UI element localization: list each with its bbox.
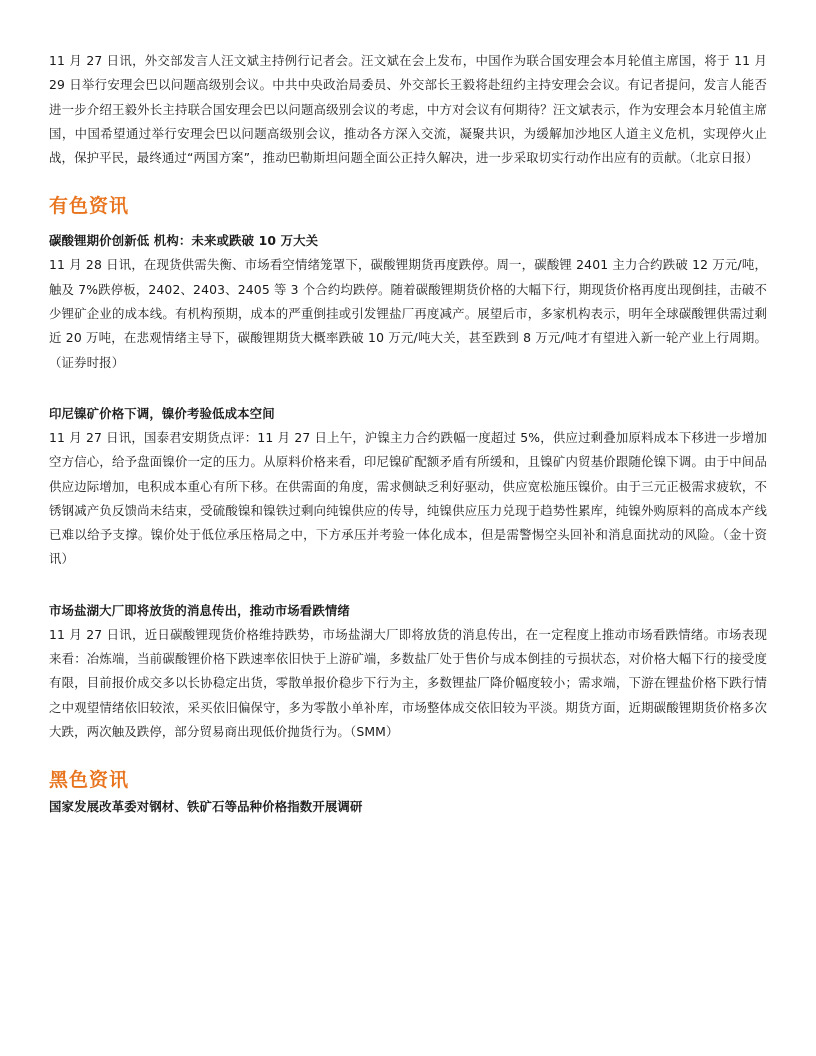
intro-paragraph: 11 月 27 日讯，外交部发言人汪文斌主持例行记者会。汪文斌在会上发布，中国作为联合国安理会本月轮值主席国，将于 11 月 29 日举行安理会巴以问题高级别会议。中共中央政治局委员、外交部长王毅将赴纽约主持安理会会议。有记者提问，发言人能否进一步介绍王毅外长主持联合国安理会巴以问题高级别会议的考虑，中方对会议有何期待？汪文斌表示，作为安理会本月轮值主席国，中国希望通过举行安理会巴以问题高级别会议，推动各方深入交流，凝聚共识，为缓解加沙地区人道主义危机，实现停火止战，保护平民，最终通过“两国方案”，推动巴勒斯坦问题全面公正持久解决，进一步采取切实行动作出应有的贡献。（北京日报） bbox=[49, 53, 767, 166]
article-body: 11 月 28 日讯，在现货供需失衡、市场看空情绪笼罩下，碳酸锂期货再度跌停。周一，碳酸锂 2401 主力合约跌破 12 万元/吨，触及 7%跌停板，2402、2403、2405 等 3 个合约均跌停。随着碳酸锂期货价格的大幅下行，期现货价格再度出现倒挂，击破不少锂矿企业的成本线。有机构预期，成本的严重倒挂或引发锂盐厂再度减产。展望后市，多家机构表示，明年全球碳酸锂供需过剩近 20 万吨，在悲观情绪主导下，碳酸锂期货大概率跌破 10 万元/吨大关，甚至跌到 8 万元/吨才有望进入新一轮产业上行周期。（证券时报） bbox=[49, 257, 767, 370]
article-headline: 印尼镍矿价格下调，镍价考验低成本空间 bbox=[49, 405, 275, 421]
section-title-ferrous: 黑色资讯 bbox=[49, 769, 130, 792]
article-headline: 市场盐湖大厂即将放货的消息传出，推动市场看跌情绪 bbox=[49, 602, 350, 618]
article-body: 11 月 27 日讯，国泰君安期货点评：11 月 27 日上午，沪镍主力合约跌幅一度超过 5%，供应过剩叠加原料成本下移进一步增加空方信心，给予盘面镍价一定的压力。从原料价格来看，印尼镍矿配额矛盾有所缓和，且镍矿内贸基价跟随伦镍下调。由于中间品供应边际增加，电积成本重心有所下移。在供需面的角度，需求侧缺乏利好驱动，供应宽松施压镍价。由于三元正极需求疲软，不锈钢减产负反馈尚未结束，受硫酸镍和镍铁过剩向纯镍供应的传导，纯镍供应压力兑现于趋势性累库，纯镍外购原料的高成本产线已难以给予支撑。镍价处于低位承压格局之中，下方承压并考验一体化成本，但是需警惕空头回补和消息面扰动的风险。（金十资讯） bbox=[49, 429, 767, 567]
article-headline: 碳酸锂期价创新低 机构：未来或跌破 10 万大关 bbox=[49, 233, 319, 249]
article-headline: 国家发展改革委对钢材、铁矿石等品种价格指数开展调研 bbox=[49, 799, 363, 815]
section-title-nonferrous: 有色资讯 bbox=[49, 195, 130, 218]
document-content bbox=[49, 49, 767, 819]
article-body: 11 月 27 日讯，近日碳酸锂现货价格维持跌势，市场盐湖大厂即将放货的消息传出，在一定程度上推动市场看跌情绪。市场表现来看：冶炼端，当前碳酸锂价格下跌速率依旧快于上游矿端，多数盐厂处于售价与成本倒挂的亏损状态，对价格大幅下行的接受度有限，目前报价成交多以长协稳定出货，零散单报价稳步下行为主，多数锂盐厂降价幅度较小；需求端，下游在锂盐价格下跌行情之中观望情绪依旧较浓，采买依旧偏保守，多为零散小单补库，市场整体成交依旧较为平淡。期货方面，近期碳酸锂期货价格多次大跌，两次触及跌停，部分贸易商出现低价抛货行为。（SMM） bbox=[49, 626, 767, 739]
